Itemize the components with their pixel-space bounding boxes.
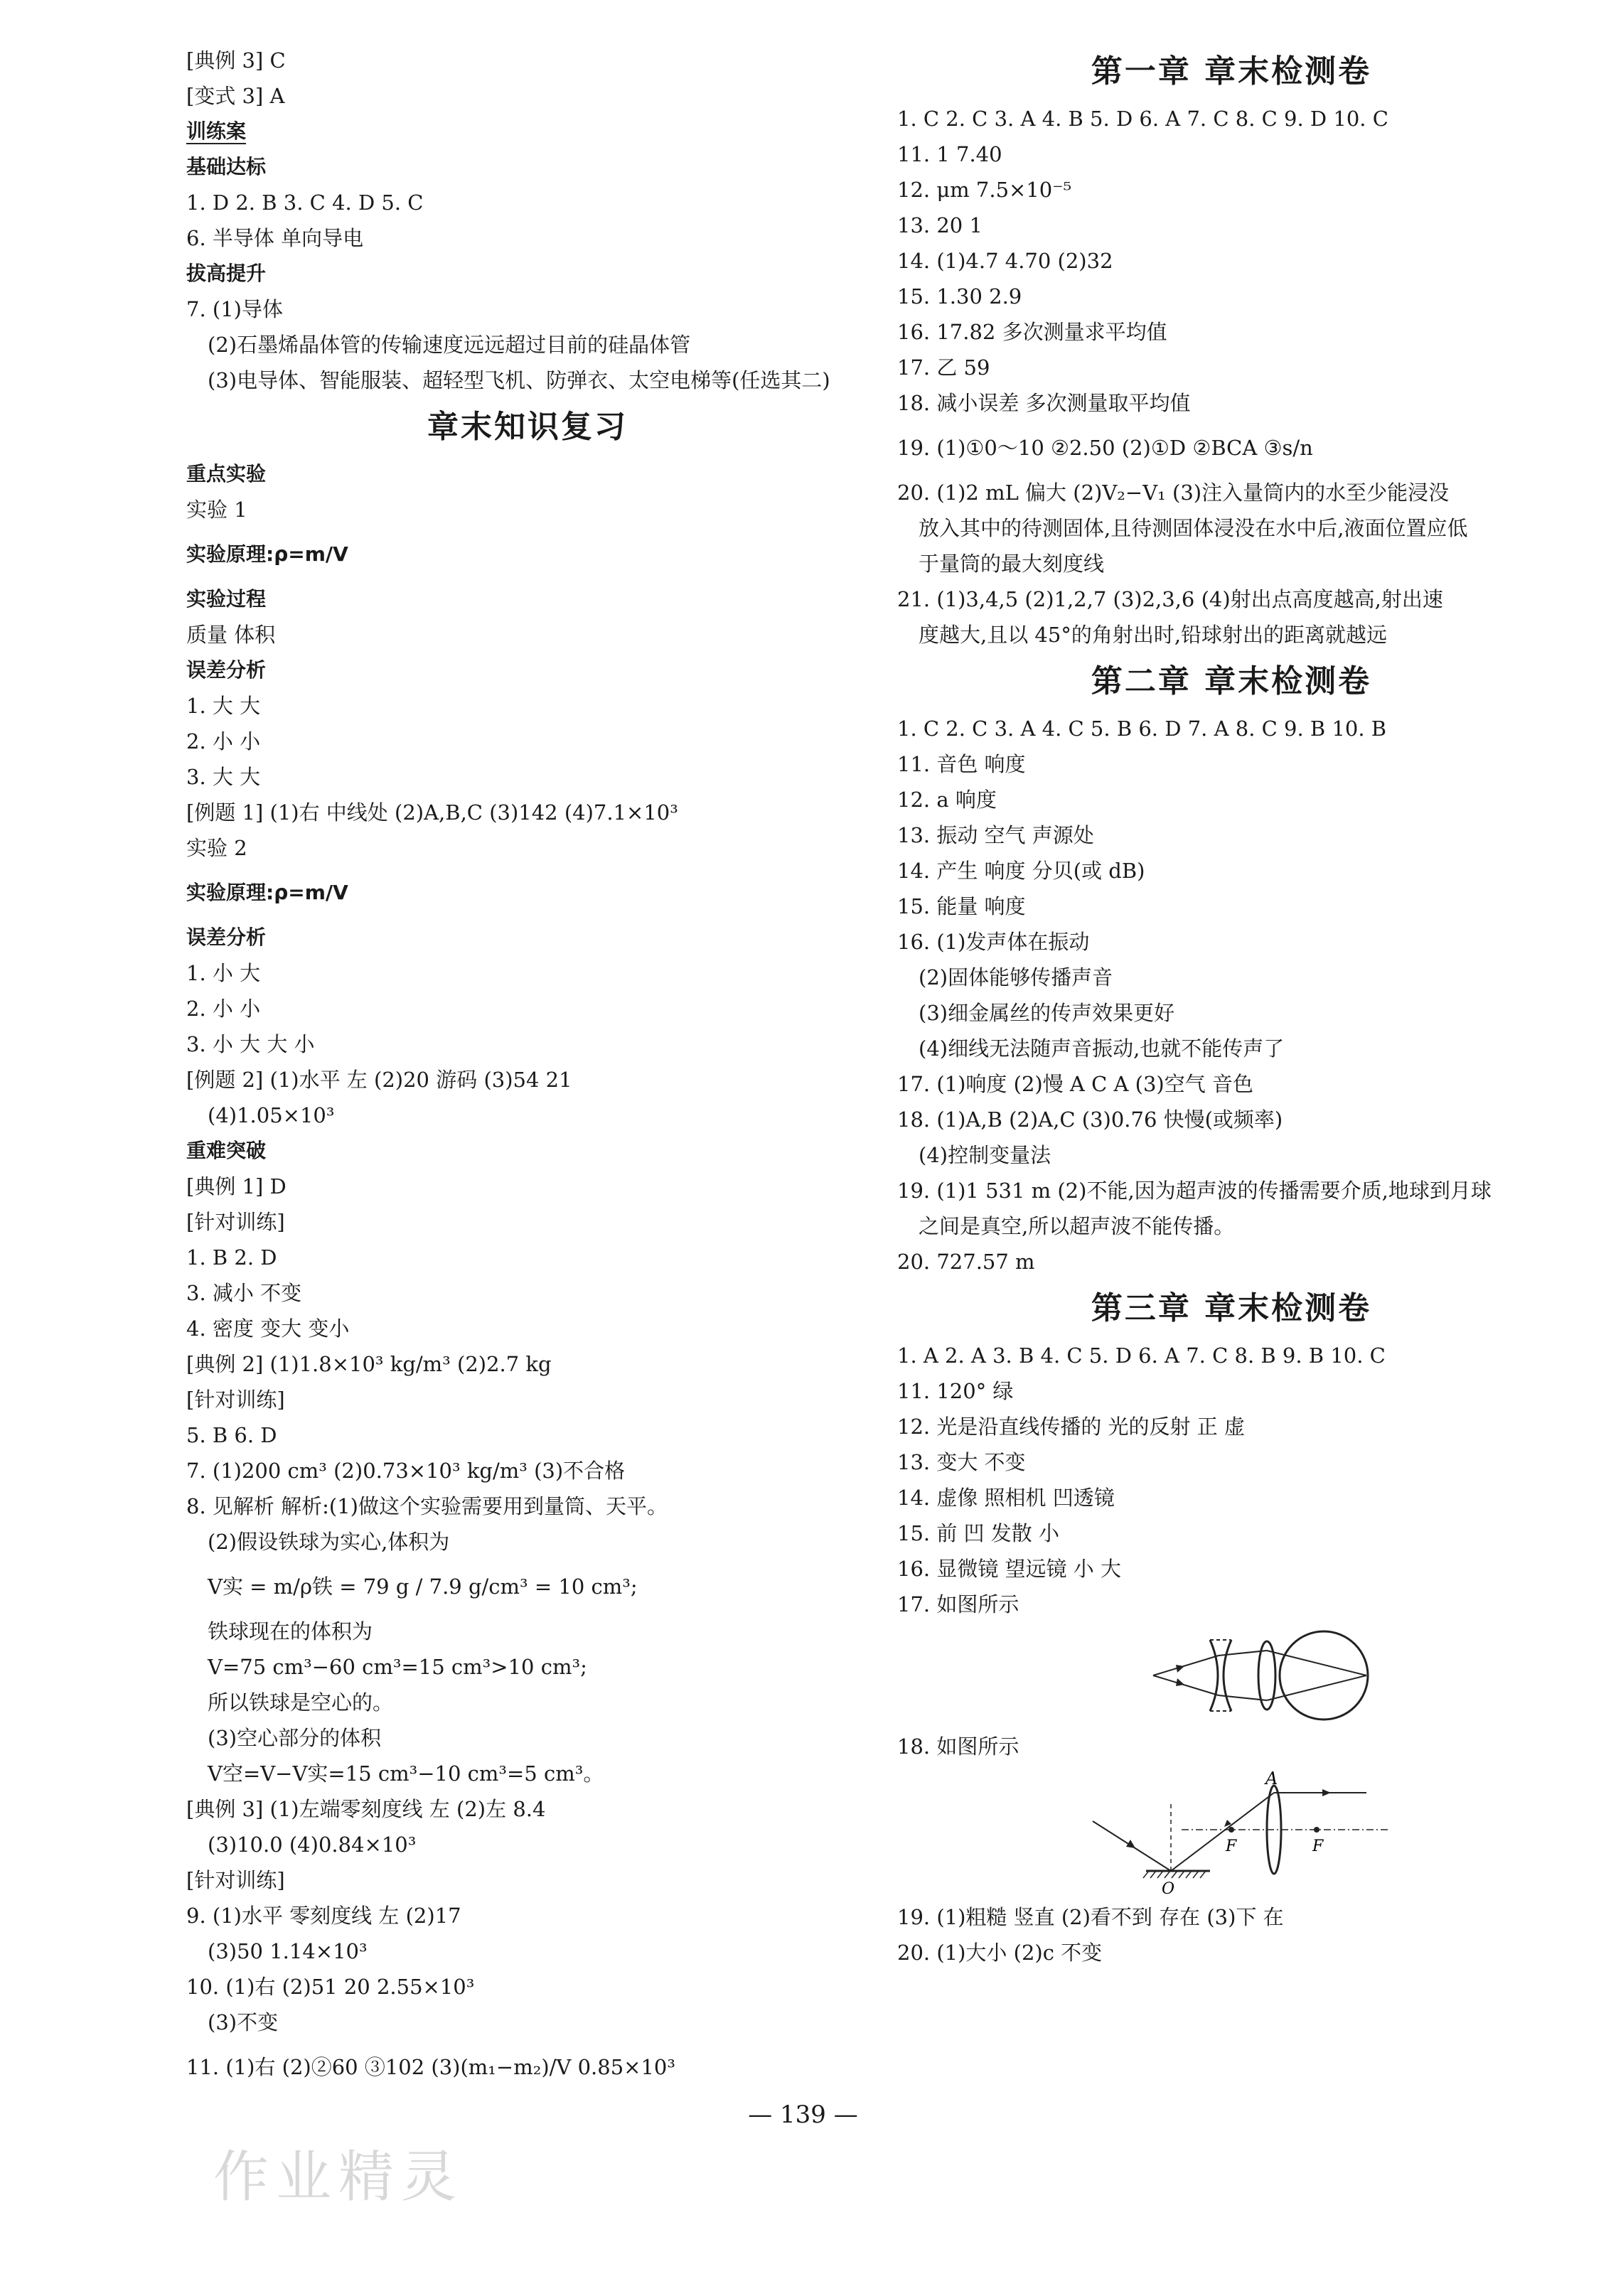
answer-line: 铁球现在的体积为: [208, 1619, 373, 1643]
answer-line: 5. B 6. D: [186, 1423, 277, 1447]
answer-line: 19. (1)粗糙 竖直 (2)看不到 存在 (3)下 在: [897, 1905, 1284, 1929]
answer-line: 质量 体积: [186, 623, 276, 647]
answer-line: 13. 振动 空气 声源处: [897, 823, 1094, 847]
answer-line: 21. (1)3,4,5 (2)1,2,7 (3)2,3,6 (4)射出点高度越高,射出速: [897, 587, 1443, 611]
answer-line: 14. 产生 响度 分贝(或 dB): [897, 859, 1145, 883]
answer-line: 实验 2: [186, 836, 247, 860]
point-o-label: O: [1162, 1880, 1175, 1898]
subsection-heading: 实验过程: [186, 587, 267, 611]
answer-line: 所以铁球是空心的。: [208, 1690, 394, 1715]
answer-line: [典例 2] (1)1.8×10³ kg/m³ (2)2.7 kg: [186, 1352, 552, 1376]
answer-line: (4)控制变量法: [919, 1143, 1051, 1167]
answer-line: 1. 小 大: [186, 961, 261, 985]
point-a-label: A: [1265, 1769, 1278, 1788]
answer-line: (2)假设铁球为实心,体积为: [208, 1530, 450, 1554]
answer-line: 1. C 2. C 3. A 4. C 5. B 6. D 7. A 8. C 9. B 10. B: [897, 717, 1387, 741]
answer-line: 3. 减小 不变: [186, 1281, 302, 1305]
answer-line: 3. 大 大: [186, 765, 261, 789]
chapter-review-title: 章末知识复习: [427, 409, 628, 445]
answer-line: 20. 727.57 m: [897, 1250, 1035, 1274]
answer-line: 18. (1)A,B (2)A,C (3)0.76 快慢(或频率): [897, 1107, 1283, 1132]
answer-line: 2. 小 小: [186, 997, 261, 1021]
answer-line: (2)固体能够传播声音: [919, 965, 1113, 989]
answer-line: [典例 3] C: [186, 48, 286, 73]
answer-line: 17. 如图所示: [897, 1592, 1019, 1616]
answer-line: 放入其中的待测固体,且待测固体浸没在水中后,液面位置应低: [919, 516, 1468, 540]
chapter-test-title: 第三章 章末检测卷: [1091, 1290, 1372, 1326]
answer-line: 20. (1)大小 (2)c 不变: [897, 1941, 1103, 1965]
page-number: — 139 —: [748, 2101, 858, 2129]
section-heading: 训练案: [186, 119, 247, 143]
answer-line: 11. 120° 绿: [897, 1379, 1014, 1403]
answer-line: 7. (1)导体: [186, 297, 283, 321]
answer-line: 1. 大 大: [186, 694, 261, 718]
answer-line: (4)1.05×10³: [208, 1103, 335, 1127]
answer-line: 7. (1)200 cm³ (2)0.73×10³ kg/m³ (3)不合格: [186, 1459, 626, 1483]
answer-line: 6. 半导体 单向导电: [186, 226, 364, 250]
answer-line: 1. B 2. D: [186, 1245, 277, 1270]
answer-line: 14. (1)4.7 4.70 (2)32: [897, 249, 1113, 273]
eye-lens-diagram: [897, 1622, 1565, 1729]
reflection-lens-svg: [897, 1764, 1565, 1899]
answer-line: V=75 cm³−60 cm³=15 cm³>10 cm³;: [208, 1655, 587, 1679]
answer-line: 16. 17.82 多次测量求平均值: [897, 320, 1167, 344]
answer-line: 17. 乙 59: [897, 355, 990, 380]
answer-line: [变式 3] A: [186, 84, 285, 108]
answer-line: 12. μm 7.5×10⁻⁵: [897, 178, 1072, 202]
subsection-heading: 基础达标: [186, 155, 267, 178]
answer-line: [针对训练]: [186, 1868, 285, 1892]
subsection-heading: 重难突破: [186, 1139, 267, 1162]
answer-line: (4)细线无法随声音振动,也就不能传声了: [919, 1036, 1285, 1061]
answer-line: 9. (1)水平 零刻度线 左 (2)17: [186, 1904, 461, 1928]
answer-line: 18. 如图所示: [897, 1734, 1019, 1759]
answer-line: 1. C 2. C 3. A 4. B 5. D 6. A 7. C 8. C 9. D 10. C: [897, 107, 1388, 131]
answer-line: 18. 减小误差 多次测量取平均值: [897, 391, 1191, 415]
answer-line: V空=V−V实=15 cm³−10 cm³=5 cm³。: [208, 1761, 604, 1786]
answer-line: 13. 20 1: [897, 213, 983, 237]
answer-line: [针对训练]: [186, 1388, 285, 1412]
focus-label: F: [1312, 1838, 1324, 1855]
answer-line: 实验 1: [186, 498, 247, 522]
formula-line: V实 = m/ρ铁 = 79 g / 7.9 g/cm³ = 10 cm³;: [208, 1575, 638, 1599]
answer-line: 之间是真空,所以超声波不能传播。: [919, 1214, 1235, 1238]
answer-line: [例题 2] (1)水平 左 (2)20 游码 (3)54 21: [186, 1068, 572, 1092]
answer-line: (3)50 1.14×10³: [208, 1939, 368, 1963]
answer-line: 20. (1)2 mL 偏大 (2)V₂−V₁ (3)注入量筒内的水至少能浸没: [897, 481, 1450, 505]
answer-line: 15. 能量 响度: [897, 894, 1026, 918]
chapter-test-title: 第二章 章末检测卷: [1091, 663, 1372, 699]
answer-line: 19. (1)1 531 m (2)不能,因为超声波的传播需要介质,地球到月球: [897, 1179, 1492, 1203]
answer-line: 12. a 响度: [897, 788, 997, 812]
answer-line: (3)不变: [208, 2010, 279, 2034]
formula-line: 19. (1)①0～10 ②2.50 (2)①D ②BCA ③s/n: [897, 436, 1313, 460]
answer-line: [典例 1] D: [186, 1174, 287, 1198]
answer-line: 15. 前 凹 发散 小: [897, 1521, 1059, 1545]
answer-line: 14. 虚像 照相机 凹透镜: [897, 1486, 1115, 1510]
formula-line: 11. (1)右 (2)②60 ③102 (3)(m₁−m₂)/V 0.85×10³: [186, 2055, 675, 2079]
eye-lens-svg: [897, 1622, 1565, 1729]
watermark: 作业精灵: [213, 2145, 464, 2209]
answer-line: 3. 小 大 大 小: [186, 1032, 315, 1056]
answer-line: 10. (1)右 (2)51 20 2.55×10³: [186, 1975, 475, 1999]
answer-line: 17. (1)响度 (2)慢 A C A (3)空气 音色: [897, 1072, 1253, 1096]
answer-line: (3)空心部分的体积: [208, 1726, 382, 1750]
answer-line: 16. 显微镜 望远镜 小 大: [897, 1557, 1121, 1581]
answer-line: 1. D 2. B 3. C 4. D 5. C: [186, 191, 424, 215]
answer-line: 1. A 2. A 3. B 4. C 5. D 6. A 7. C 8. B 9. B 10. C: [897, 1343, 1386, 1368]
answer-line: (3)细金属丝的传声效果更好: [919, 1001, 1175, 1025]
answer-line: 11. 1 7.40: [897, 142, 1002, 166]
answer-line: 16. (1)发声体在振动: [897, 930, 1090, 954]
left-column: [186, 43, 869, 2094]
answer-line: 于量筒的最大刻度线: [919, 552, 1105, 576]
answer-line: 度越大,且以 45°的角射出时,铅球射出的距离就越远: [919, 623, 1388, 647]
answer-line: 8. 见解析 解析:(1)做这个实验需要用到量筒、天平。: [186, 1494, 668, 1518]
answer-line: 12. 光是沿直线传播的 光的反射 正 虚: [897, 1415, 1245, 1439]
answer-line: 4. 密度 变大 变小: [186, 1316, 350, 1341]
answer-line: [例题 1] (1)右 中线处 (2)A,B,C (3)142 (4)7.1×10³: [186, 800, 678, 825]
answer-line: (3)电导体、智能服装、超轻型飞机、防弹衣、太空电梯等(任选其二): [208, 368, 830, 392]
subsection-heading: 误差分析: [186, 926, 267, 949]
formula-line: 实验原理:ρ=m/V: [186, 542, 348, 566]
answer-line: (2)石墨烯晶体管的传输速度远远超过目前的硅晶体管: [208, 333, 691, 357]
reflection-lens-diagram: [897, 1764, 1565, 1899]
answer-line: (3)10.0 (4)0.84×10³: [208, 1833, 417, 1857]
subsection-heading: 拔高提升: [186, 262, 267, 285]
focus-label: F: [1226, 1838, 1237, 1855]
answer-line: 11. 音色 响度: [897, 752, 1026, 776]
answer-line: [针对训练]: [186, 1210, 285, 1234]
formula-line: 实验原理:ρ=m/V: [186, 881, 348, 904]
subsection-heading: 误差分析: [186, 658, 267, 682]
answer-line: 2. 小 小: [186, 729, 261, 753]
answer-line: 15. 1.30 2.9: [897, 284, 1022, 309]
chapter-test-title: 第一章 章末检测卷: [1091, 53, 1372, 90]
right-column: [897, 43, 1565, 1970]
answer-line: 13. 变大 不变: [897, 1450, 1026, 1474]
answer-line: [典例 3] (1)左端零刻度线 左 (2)左 8.4: [186, 1797, 546, 1821]
subsection-heading: 重点实验: [186, 462, 267, 486]
